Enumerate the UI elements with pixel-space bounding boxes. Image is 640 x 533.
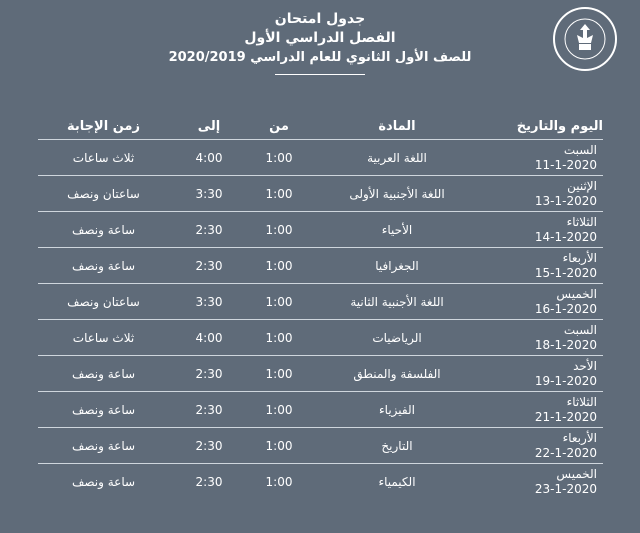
to-cell: 2:30 xyxy=(195,258,223,273)
day-cell xyxy=(485,179,603,209)
from-cell: 1:00 xyxy=(265,402,293,417)
exam-date: 11-1-2020 xyxy=(534,157,597,172)
from-cell: 1:00 xyxy=(265,222,293,237)
day-cell xyxy=(485,287,603,317)
subject-cell: الفلسفة والمنطق xyxy=(353,366,441,381)
table-row xyxy=(38,464,603,499)
duration-cell: ساعتان ونصف xyxy=(67,186,140,201)
day-name: الثلاثاء xyxy=(566,214,597,229)
table-row xyxy=(38,212,603,248)
from-cell: 1:00 xyxy=(265,294,293,309)
from-cell: 1:00 xyxy=(265,150,293,165)
from-cell: 1:00 xyxy=(265,186,293,201)
day-cell xyxy=(485,143,603,173)
from-cell: 1:00 xyxy=(265,258,293,273)
table-row xyxy=(38,428,603,464)
day-name: الخميس xyxy=(556,466,597,481)
subject-cell: التاريخ xyxy=(381,438,413,453)
exam-date: 23-1-2020 xyxy=(534,481,597,496)
schedule-header xyxy=(0,10,640,75)
subject-cell: اللغة الأجنبية الثانية xyxy=(350,294,444,309)
exam-schedule-table xyxy=(38,113,603,499)
subject-cell: الرياضيات xyxy=(372,330,422,345)
header-to: إلى xyxy=(197,118,221,134)
to-cell: 2:30 xyxy=(195,474,223,489)
day-cell xyxy=(485,359,603,389)
day-cell xyxy=(485,431,603,461)
subject-cell: اللغة الأجنبية الأولى xyxy=(349,186,445,201)
header-from: من xyxy=(269,118,289,134)
day-cell xyxy=(485,251,603,281)
title-divider xyxy=(275,74,365,75)
table-row xyxy=(38,140,603,176)
day-name: الثلاثاء xyxy=(566,394,597,409)
day-cell xyxy=(485,467,603,497)
day-name: الإثنين xyxy=(567,178,597,193)
duration-cell: ساعة ونصف xyxy=(71,366,136,381)
exam-date: 22-1-2020 xyxy=(534,445,597,460)
to-cell: 2:30 xyxy=(195,222,223,237)
exam-date: 18-1-2020 xyxy=(534,337,597,352)
day-name: الأربعاء xyxy=(562,430,597,445)
table-row xyxy=(38,284,603,320)
exam-date: 14-1-2020 xyxy=(534,229,597,244)
exam-date: 15-1-2020 xyxy=(534,265,597,280)
header-subject: المادة xyxy=(378,118,416,134)
from-cell: 1:00 xyxy=(265,330,293,345)
duration-cell: ساعة ونصف xyxy=(71,438,136,453)
day-name: الخميس xyxy=(556,286,597,301)
day-cell xyxy=(485,215,603,245)
subject-cell: الجغرافيا xyxy=(375,258,419,273)
day-name: الأحد xyxy=(573,358,597,373)
subject-cell: الأحياء xyxy=(381,222,413,237)
duration-cell: ساعتان ونصف xyxy=(67,294,140,309)
subject-cell: اللغة العربية xyxy=(367,150,427,165)
exam-date: 21-1-2020 xyxy=(534,409,597,424)
day-cell xyxy=(485,395,603,425)
duration-cell: ثلاث ساعات xyxy=(72,330,135,345)
exam-date: 19-1-2020 xyxy=(534,373,597,388)
title-line-1: جدول امتحان xyxy=(274,11,366,27)
from-cell: 1:00 xyxy=(265,438,293,453)
duration-cell: ساعة ونصف xyxy=(71,258,136,273)
day-name: الأربعاء xyxy=(562,250,597,265)
day-cell xyxy=(485,323,603,353)
title-line-3: للصف الأول الثانوي للعام الدراسي 2020/2019 xyxy=(168,50,472,65)
subject-cell: الفيزياء xyxy=(379,402,415,417)
table-row xyxy=(38,176,603,212)
to-cell: 4:00 xyxy=(195,330,223,345)
duration-cell: ثلاث ساعات xyxy=(72,150,135,165)
to-cell: 4:00 xyxy=(195,150,223,165)
title-line-2: الفصل الدراسي الأول xyxy=(244,30,396,46)
header-day-date: اليوم والتاريخ xyxy=(516,118,603,134)
exam-date: 16-1-2020 xyxy=(534,301,597,316)
to-cell: 3:30 xyxy=(195,294,223,309)
table-row xyxy=(38,356,603,392)
to-cell: 2:30 xyxy=(195,402,223,417)
table-header xyxy=(38,113,603,140)
exam-date: 13-1-2020 xyxy=(534,193,597,208)
to-cell: 2:30 xyxy=(195,366,223,381)
table-row xyxy=(38,248,603,284)
from-cell: 1:00 xyxy=(265,474,293,489)
table-row xyxy=(38,392,603,428)
subject-cell: الكيمياء xyxy=(378,474,416,489)
from-cell: 1:00 xyxy=(265,366,293,381)
day-name: السبت xyxy=(563,322,597,337)
to-cell: 2:30 xyxy=(195,438,223,453)
duration-cell: ساعة ونصف xyxy=(71,474,136,489)
duration-cell: ساعة ونصف xyxy=(71,402,136,417)
header-duration: زمن الإجابة xyxy=(67,118,140,134)
day-name: السبت xyxy=(563,142,597,157)
table-row xyxy=(38,320,603,356)
ministry-of-education-seal-icon xyxy=(552,6,618,72)
to-cell: 3:30 xyxy=(195,186,223,201)
duration-cell: ساعة ونصف xyxy=(71,222,136,237)
